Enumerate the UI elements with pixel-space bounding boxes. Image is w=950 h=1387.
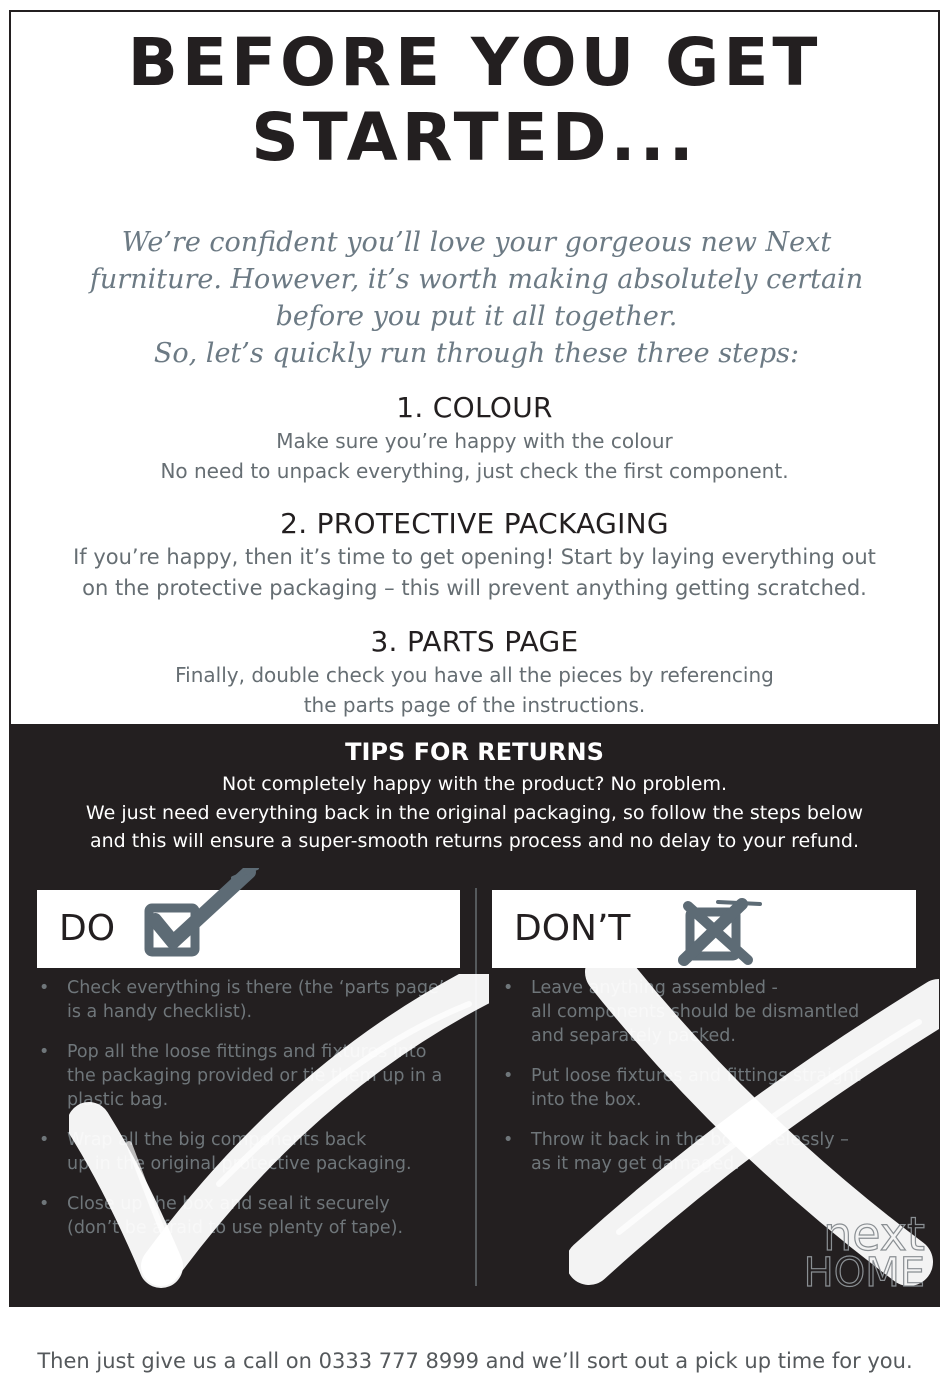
- list-item-line: is a handy checklist).: [67, 1002, 253, 1022]
- returns-line: Not completely happy with the product? No problem.: [221, 773, 728, 795]
- do-list: [37, 976, 477, 1256]
- list-item-line: • Throw it back in the box carelessly –: [531, 1130, 849, 1150]
- intro-line-1: We’re confident you’ll love your gorgeous new Next: [121, 227, 832, 258]
- step-line: If you’re happy, then it’s time to get opening! Start by laying everything out: [73, 545, 876, 569]
- list-item-line: all components should be dismantled: [531, 1002, 860, 1022]
- step-line: Finally, double check you have all the pieces by referencing: [175, 663, 774, 687]
- step-line: on the protective packaging – this will prevent anything getting scratched.: [82, 576, 867, 600]
- list-item: [501, 1064, 901, 1112]
- intro-line-2: furniture. However, it’s worth making absolutely certain: [89, 264, 864, 295]
- logo-next: next: [823, 1210, 925, 1261]
- list-item-line: • Close up the box and seal it securely: [67, 1194, 390, 1214]
- dont-label: DON’T: [514, 908, 631, 949]
- list-item-line: as it may get damaged.: [531, 1154, 740, 1174]
- next-home-logo: [777, 1210, 927, 1288]
- logo-home: HOME: [803, 1250, 925, 1288]
- footer-call-to-action: Then just give us a call on 0333 777 8999 and we’ll sort out a pick up time for you.: [37, 1349, 913, 1373]
- list-item-line: into the box.: [531, 1090, 642, 1110]
- returns-line: We just need everything back in the original packaging, so follow the steps below: [85, 801, 864, 824]
- returns-panel: [9, 724, 940, 1307]
- title-line-1: BEFORE YOU GET: [127, 24, 822, 101]
- do-header: [37, 890, 460, 968]
- returns-heading: TIPS FOR RETURNS: [345, 738, 604, 766]
- returns-text: [9, 770, 940, 856]
- step-protective-packaging: [11, 506, 938, 604]
- step-line: No need to unpack everything, just check the first component.: [160, 459, 789, 483]
- intro-line-3: before you put it all together.: [275, 301, 678, 332]
- step-heading: 2. PROTECTIVE PACKAGING: [280, 507, 669, 540]
- intro-line-4: So, let’s quickly run through these three steps:: [153, 338, 800, 369]
- dont-header: [492, 890, 916, 968]
- list-item-line: • Wrap all the big components back: [67, 1130, 367, 1150]
- step-heading: 1. COLOUR: [396, 391, 553, 424]
- step-description: [11, 426, 938, 486]
- list-item: [37, 1128, 477, 1176]
- list-item: [37, 976, 477, 1024]
- list-item-line: up in the original protective packaging.: [67, 1154, 412, 1174]
- list-item-line: • Put loose fixtures and fittings straight: [531, 1066, 861, 1086]
- step-description: [11, 542, 938, 604]
- list-item: [37, 1040, 477, 1112]
- step-line: the parts page of the instructions.: [303, 693, 646, 717]
- do-label: DO: [59, 908, 116, 949]
- list-item-line: • Check everything is there (the ‘parts page’: [67, 978, 445, 998]
- checkbox-tick-icon: [137, 868, 267, 960]
- list-item-line: (don’t be afraid to use plenty of tape).: [67, 1218, 404, 1238]
- dont-list: [501, 976, 901, 1192]
- step-line: Make sure you’re happy with the colour: [276, 429, 673, 453]
- step-parts-page: [11, 624, 938, 720]
- step-heading: 3. PARTS PAGE: [370, 625, 579, 658]
- list-item: [501, 1128, 901, 1176]
- list-item-line: • Pop all the loose fittings and fixtures into: [67, 1042, 427, 1062]
- list-item-line: • Leave anything assembled -: [531, 978, 778, 998]
- list-item-line: plastic bag.: [67, 1090, 169, 1110]
- list-item: [37, 1192, 477, 1240]
- checkbox-cross-icon: [678, 898, 778, 968]
- step-colour: [11, 390, 938, 486]
- returns-line: and this will ensure a super-smooth returns process and no delay to your refund.: [89, 830, 860, 852]
- step-description: [11, 660, 938, 720]
- list-item: [501, 976, 901, 1048]
- list-item-line: and separately packed.: [531, 1026, 736, 1046]
- title-line-2: STARTED...: [251, 98, 698, 176]
- list-item-line: the packaging provided or tie them up in a: [67, 1066, 443, 1086]
- intro-text: [31, 224, 922, 372]
- page-title: [11, 26, 938, 175]
